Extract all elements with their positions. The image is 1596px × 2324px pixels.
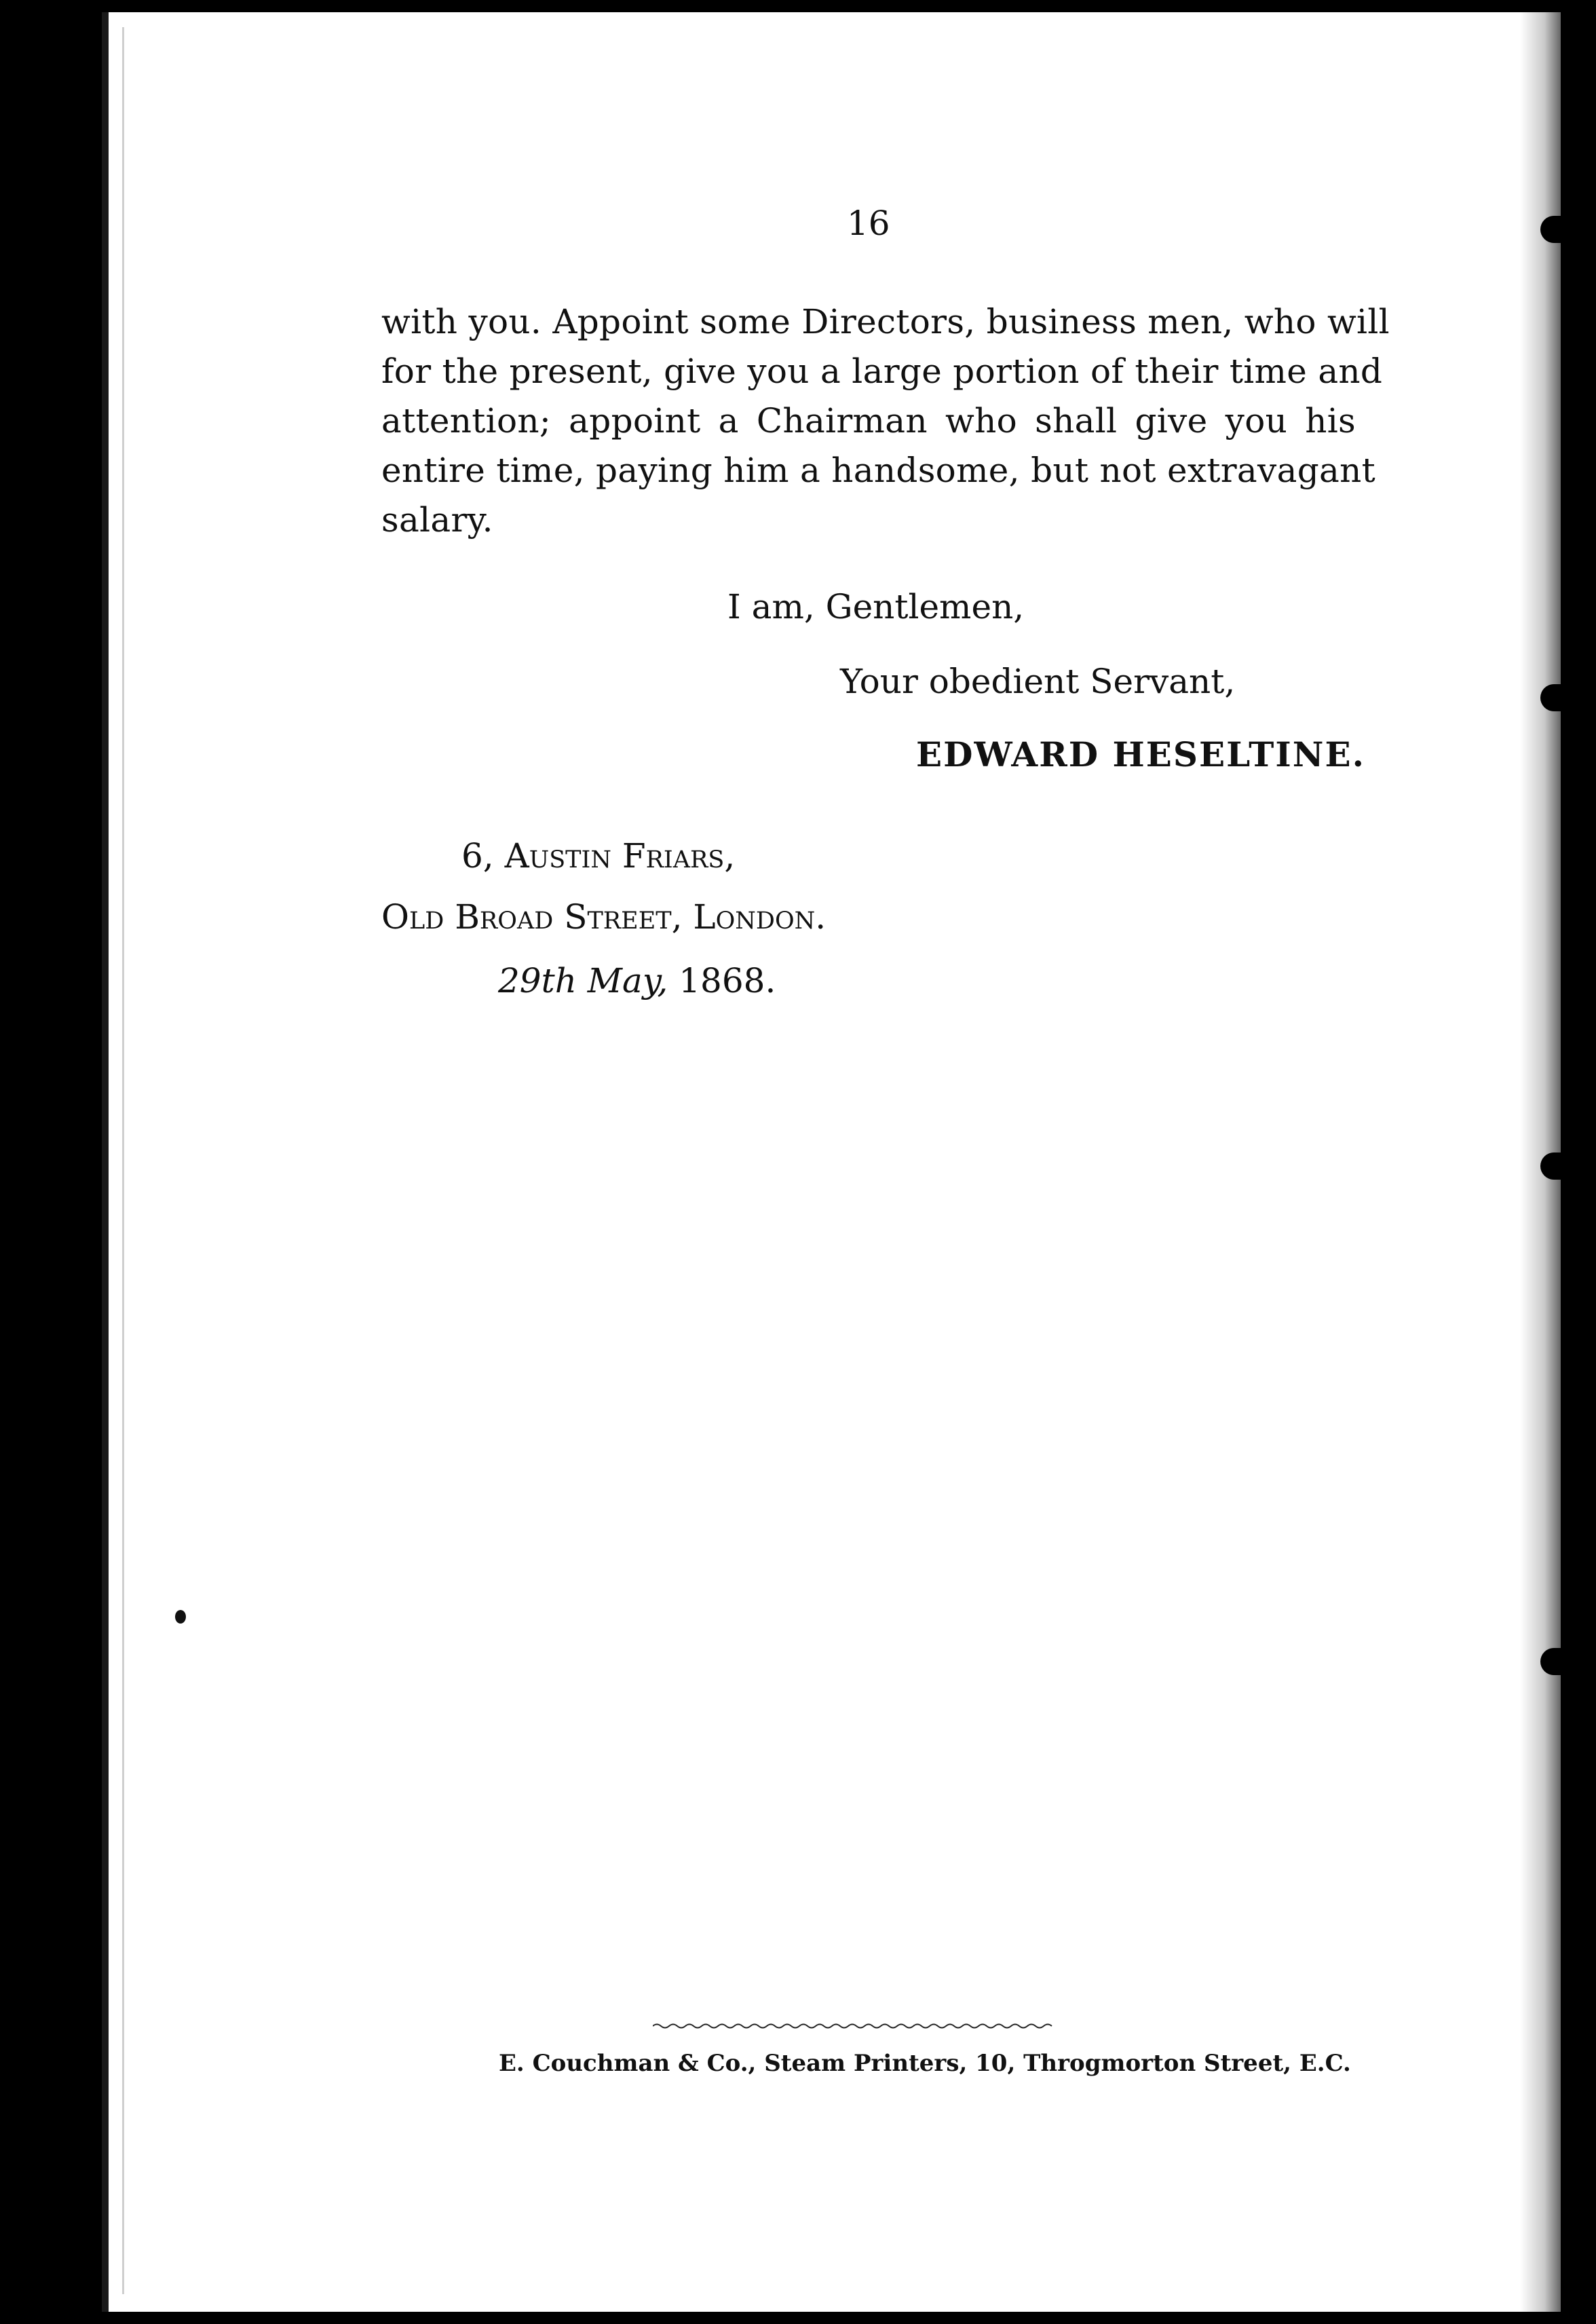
page-number: 16 bbox=[847, 204, 890, 243]
printer-imprint: E. Couchman & Co., Steam Printers, 10, Throgmorton Street, E.C. bbox=[499, 2050, 1351, 2077]
body-text-line: with you. Appoint some Directors, business men, who will bbox=[381, 302, 1390, 341]
body-text-line: entire time, paying him a handsome, but not extravagant bbox=[381, 451, 1376, 490]
address-line-street: 6, Austin Friars, bbox=[461, 836, 736, 876]
ink-speck bbox=[175, 1610, 186, 1624]
letter-salutation: I am, Gentlemen, bbox=[727, 587, 1025, 626]
body-text-line: salary. bbox=[381, 500, 493, 540]
letter-date-day: 29th May, bbox=[498, 961, 668, 1000]
letter-signature: EDWARD HESELTINE. bbox=[916, 734, 1366, 774]
letter-valediction: Your obedient Servant, bbox=[840, 662, 1236, 701]
body-text-line: attention; appoint a Chairman who shall give you his bbox=[381, 401, 1356, 441]
letter-date-year: 1868. bbox=[668, 961, 776, 1000]
ornamental-rule bbox=[653, 2023, 1054, 2029]
letter-date bbox=[498, 961, 776, 1000]
body-text-line: for the present, give you a large portion of their time and bbox=[381, 352, 1383, 391]
address-line-city: Old Broad Street, London. bbox=[381, 897, 826, 937]
binding-fold-line bbox=[122, 27, 124, 2294]
